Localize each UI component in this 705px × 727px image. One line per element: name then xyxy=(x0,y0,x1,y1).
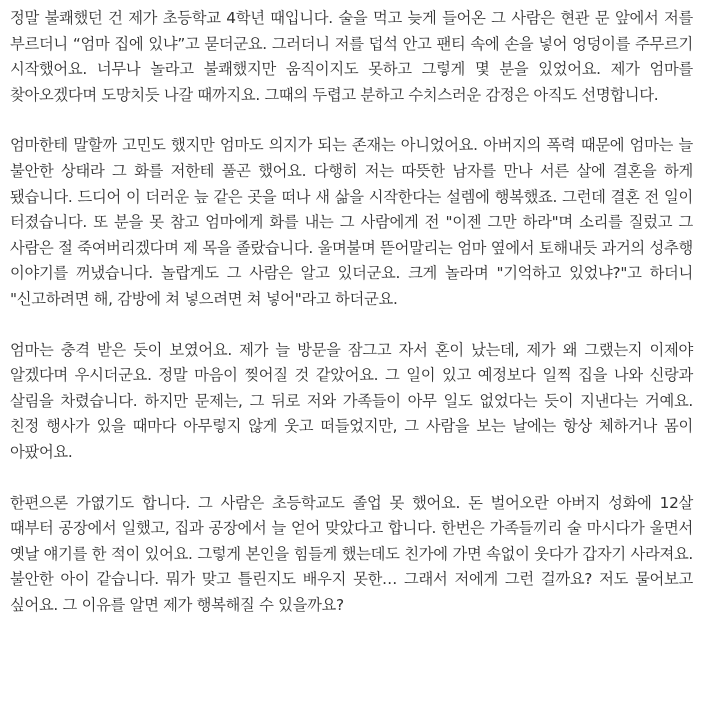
paragraph: 엄마는 충격 받은 듯이 보였어요. 제가 늘 방문을 잠그고 자서 혼이 났는데, 제가 왜 그랬는지 이제야 알겠다며 우시더군요. 정말 마음이 찢어질 것 같았어요. 그 일이 있고 예정보다 일찍 집을 나와 신랑과 살림을 차렸습니다. 하지만 문제는, 그 뒤로 저와 가족들이 아무 일도 없었다는 듯이 지낸다는 거예요. 친정 행사가 있을 때마다 아무렇지 않게 웃고 떠들었지만, 그 사람을 보는 날에는 항상 체하거나 몸이 아팠어요. xyxy=(10,340,693,461)
paragraph: 정말 불쾌했던 건 제가 초등학교 4학년 때입니다. 술을 먹고 늦게 들어온 그 사람은 현관 문 앞에서 저를 부르더니 “엄마 집에 있냐”고 묻더군요. 그러더니 저를 덥석 안고 팬티 속에 손을 넣어 엉덩이를 주무르기 시작했어요. 너무나 놀라고 불쾌했지만 움직이지도 못하고 그렇게 몇 분을 있었어요. 제가 엄마를 찾아오겠다며 도망치듯 나갈 때까지요. 그때의 두렵고 분하고 수치스러운 감정은 아직도 선명합니다. xyxy=(10,9,693,104)
paragraph: 엄마한테 말할까 고민도 했지만 엄마도 의지가 되는 존재는 아니었어요. 아버지의 폭력 때문에 엄마는 늘 불안한 상태라 그 화를 저한테 풀곤 했어요. 다행히 저는 따뜻한 남자를 만나 서른 살에 결혼을 하게 됐습니다. 드디어 이 더러운 늪 같은 곳을 떠나 새 삶을 시작한다는 설렘에 행복했죠. 그런데 결혼 전 일이 터졌습니다. 또 분을 못 참고 엄마에게 화를 내는 그 사람에게 전 "이젠 그만 하라"며 소리를 질렀고 그 사람은 절 죽여버리겠다며 제 목을 졸랐습니다. 울며불며 뜯어말리는 엄마 옆에서 토해내듯 과거의 성추행 이야기를 꺼냈습니다. 놀랍게도 그 사람은 알고 있더군요. 크게 놀라며 "기억하고 있었냐?"고 하더니 "신고하려면 해, 감방에 쳐 넣으려면 쳐 넣어"라고 하더군요. xyxy=(10,136,693,308)
paragraph: 한편으론 가엾기도 합니다. 그 사람은 초등학교도 졸업 못 했어요. 돈 벌어오란 아버지 성화에 12살 때부터 공장에서 일했고, 집과 공장에서 늘 얻어 맞았다고 합니다. 한번은 가족들끼리 술 마시다가 울면서 옛날 얘기를 한 적이 있어요. 그렇게 본인을 힘들게 했는데도 친가에 가면 속없이 웃다가 갑자기 사라져요. 불안한 아이 같습니다. 뭐가 맞고 틀린지도 배우지 못한… 그래서 저에게 그런 걸까요? 저도 물어보고 싶어요. 그 이유를 알면 제가 행복해질 수 있을까요? xyxy=(10,493,694,614)
